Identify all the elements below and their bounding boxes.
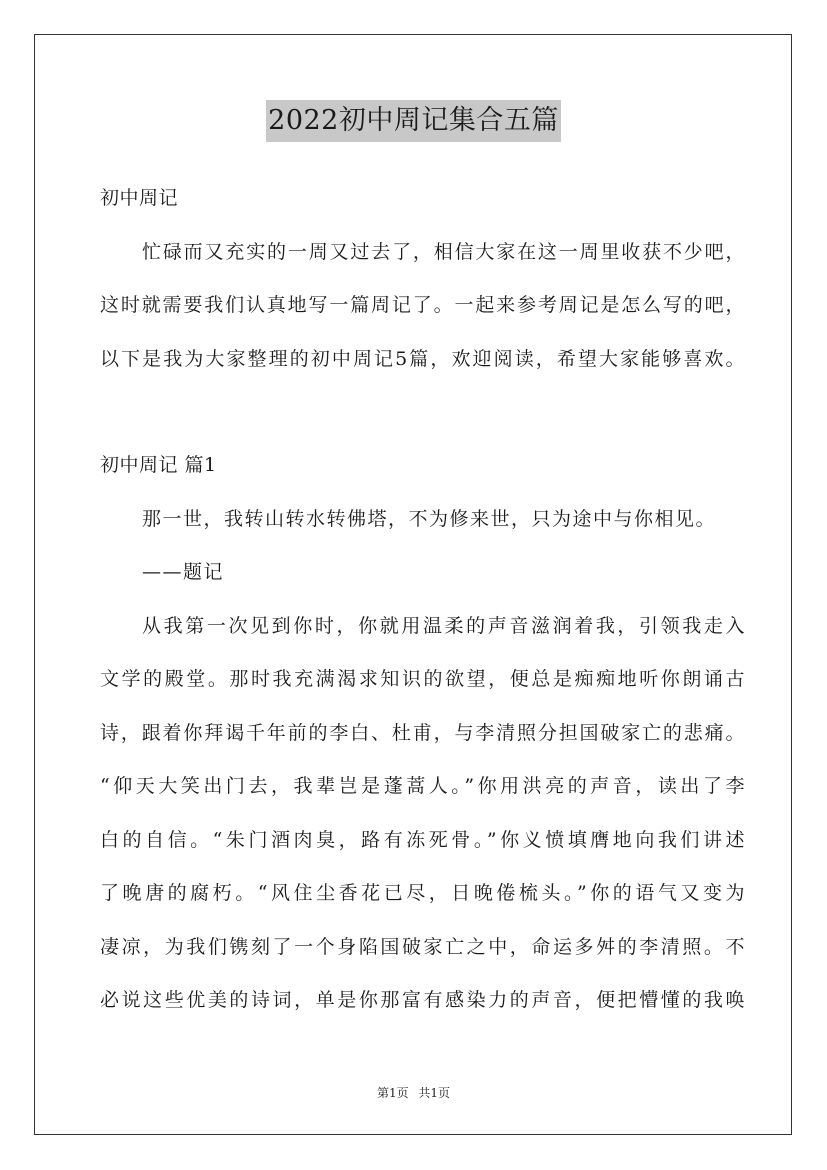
body-line: 凄凉，为我们镌刻了一个身陷国破家亡之中，命运多舛的李清照。不 <box>100 935 746 958</box>
body-line: 了晚唐的腐朽。“风住尘香花已尽，日晚倦梳头。”你的语气又变为 <box>100 882 746 904</box>
page-number: 第1页 <box>376 1086 409 1100</box>
body-line: 从我第一次见到你时，你就用温柔的声音滋润着我，引领我走入 <box>142 614 746 637</box>
article-heading: 初中周记 篇1 <box>100 454 217 476</box>
intro-line: 忙碌而又充实的一周又过去了，相信大家在这一周里收获不少吧， <box>142 240 746 263</box>
epigraph-source: ——题记 <box>142 561 225 583</box>
body-line: “仰天大笑出门去，我辈岂是蓬蒿人。”你用洪亮的声音，读出了李 <box>100 775 746 797</box>
intro-line: 这时就需要我们认真地写一篇周记了。一起来参考周记是怎么写的吧， <box>100 294 746 316</box>
intro-line: 以下是我为大家整理的初中周记5篇，欢迎阅读，希望大家能够喜欢。 <box>100 347 746 370</box>
section-heading: 初中周记 <box>100 187 179 209</box>
paragraph-gap <box>100 386 746 439</box>
body-line: 白的自信。“朱门酒肉臭，路有冻死骨。”你义愤填膺地向我们讲述 <box>100 828 746 851</box>
body-line: 诗，跟着你拜谒千年前的李白、杜甫，与李清照分担国破家亡的悲痛。 <box>100 721 746 744</box>
document-body <box>100 172 746 1028</box>
total-pages: 共1页 <box>418 1086 451 1100</box>
epigraph: 那一世，我转山转水转佛塔，不为修来世，只为途中与你相见。 <box>142 507 717 530</box>
title-container <box>0 100 827 142</box>
page-footer <box>0 1084 827 1101</box>
body-line: 必说这些优美的诗词，单是你那富有感染力的声音，便把懵懂的我唤 <box>100 989 746 1011</box>
body-line: 文学的殿堂。那时我充满渴求知识的欲望，便总是痴痴地听你朗诵古 <box>100 668 746 690</box>
document-title: 2022初中周记集合五篇 <box>266 100 561 142</box>
